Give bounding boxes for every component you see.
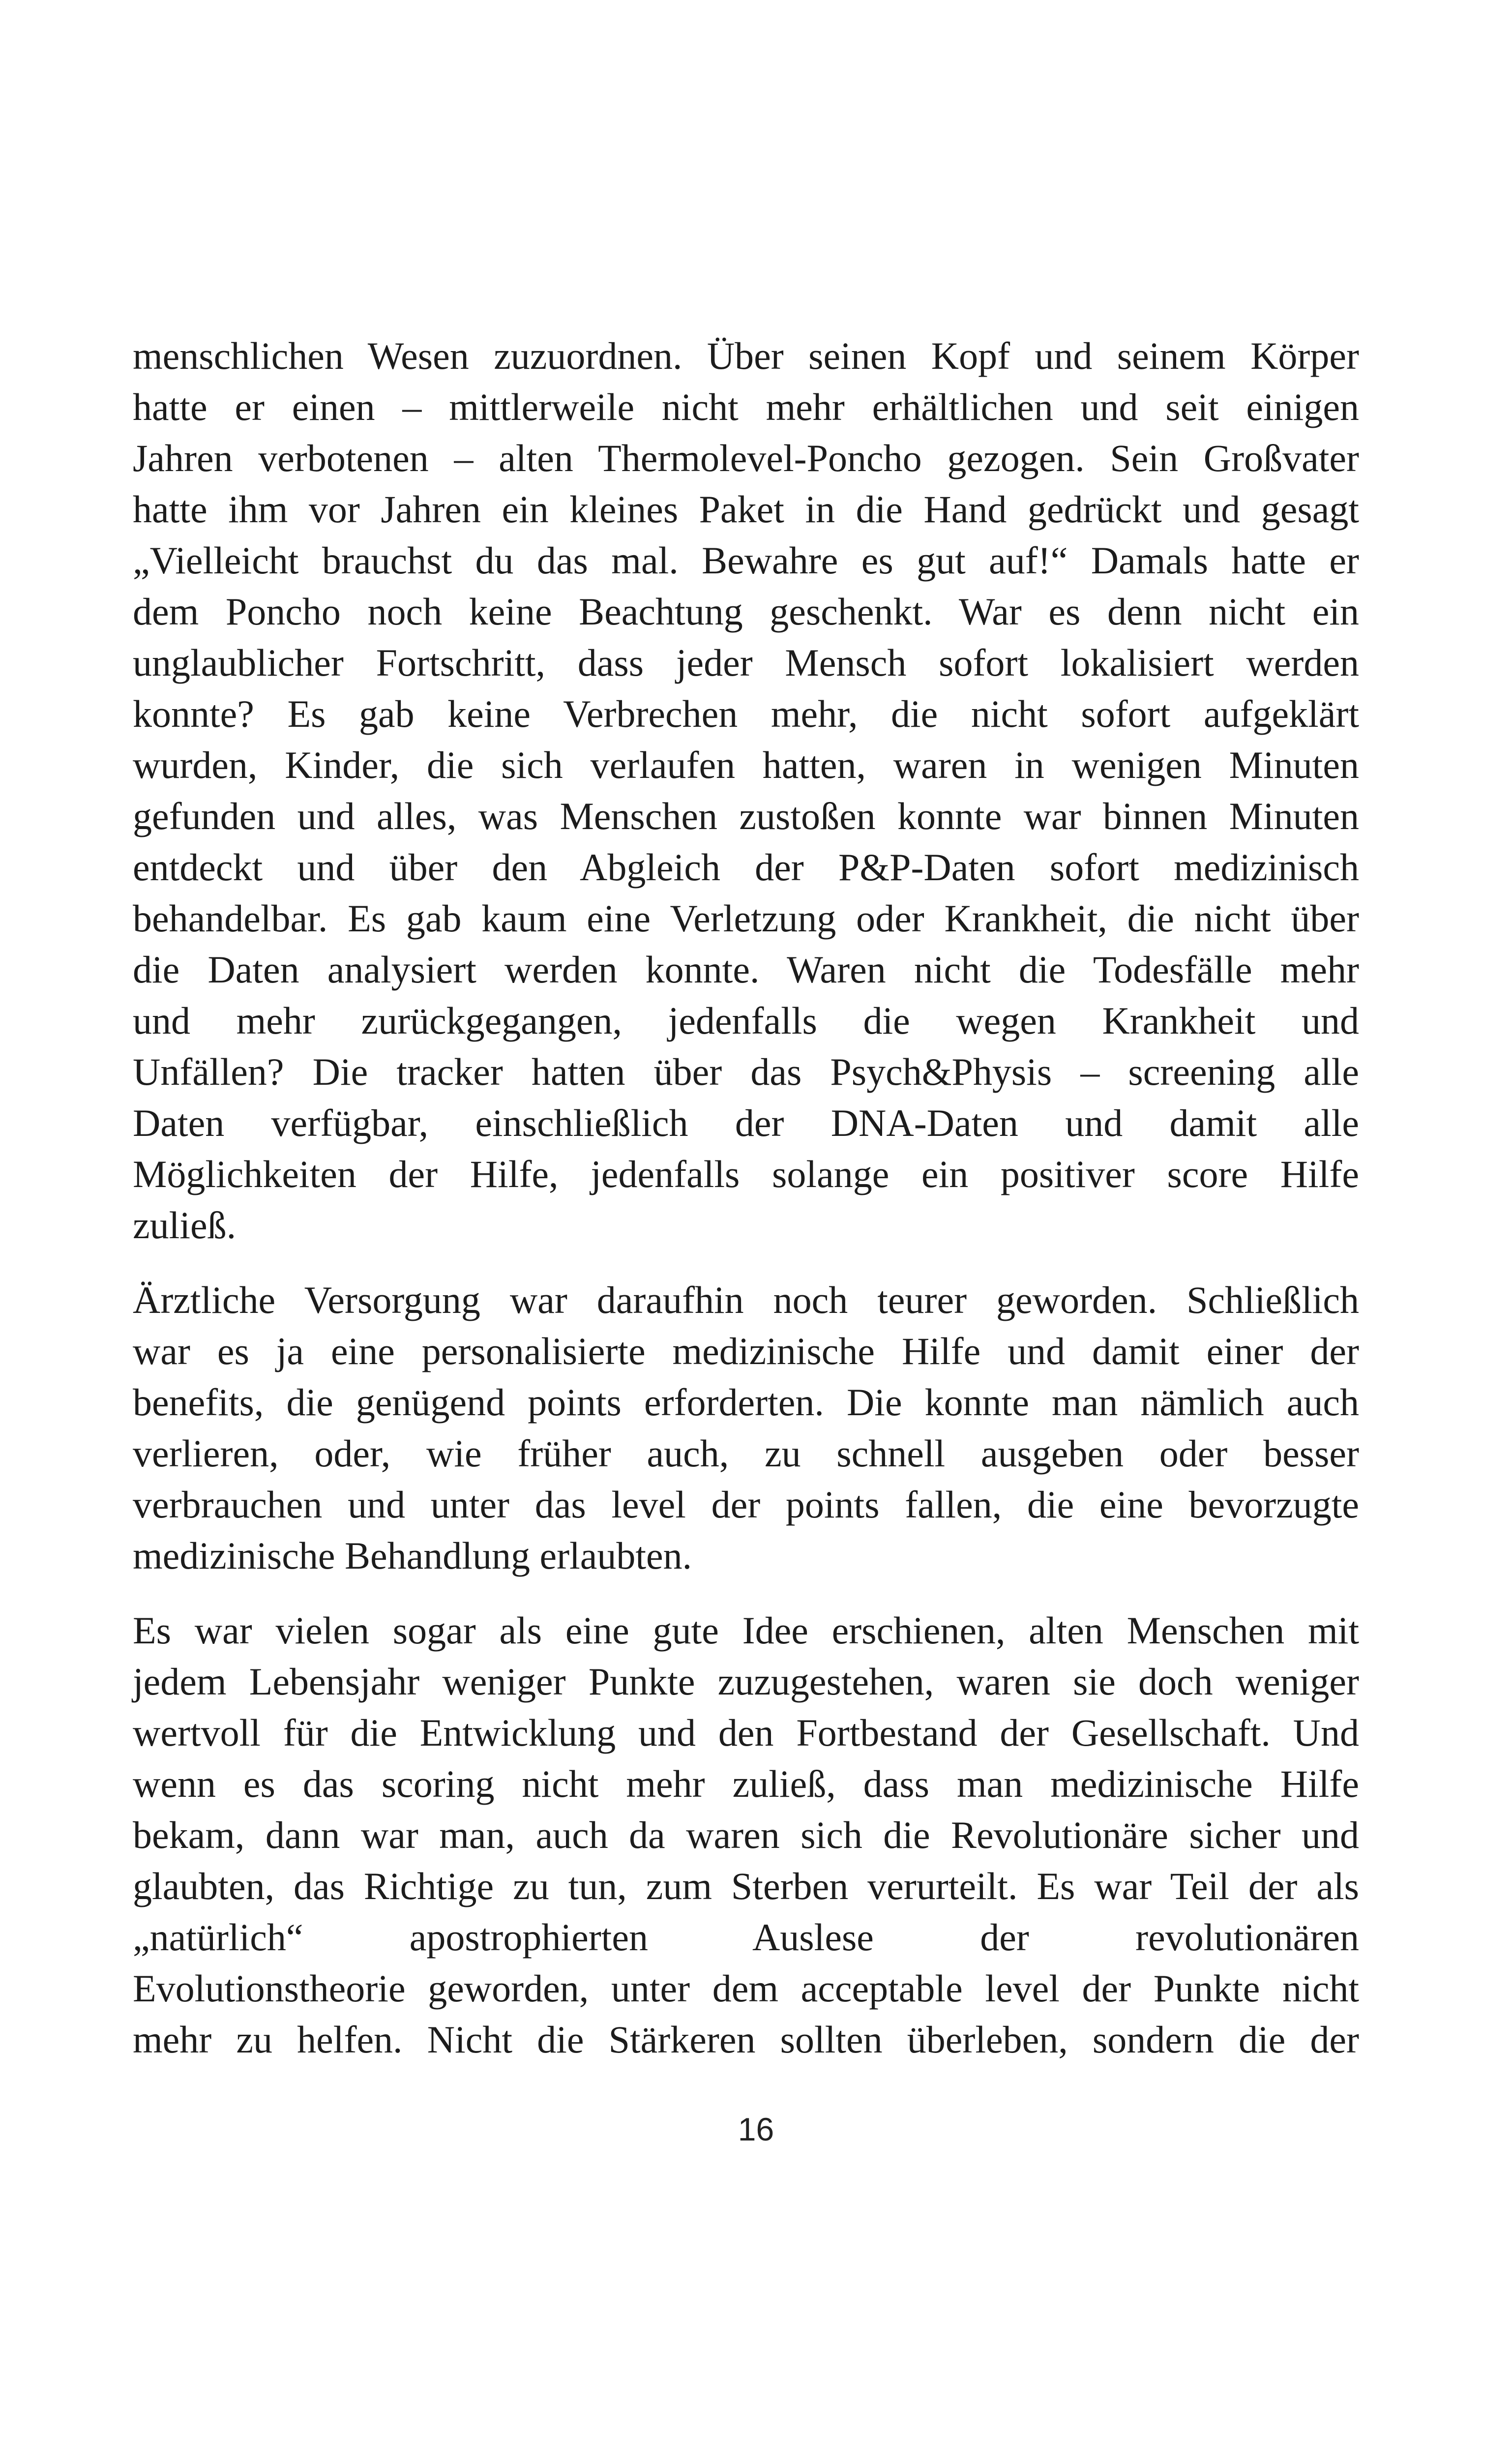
text-line: verbrauchen und unter das level der points fallen, die eine bevorzugte	[133, 1483, 1359, 1526]
text-line: hatte ihm vor Jahren ein kleines Paket in die Hand gedrückt und gesagt	[133, 488, 1359, 531]
paragraph-1	[133, 330, 1359, 1251]
text-line: medizinische Behandlung erlaubten.	[133, 1534, 692, 1577]
text-line: Möglichkeiten der Hilfe, jedenfalls solange ein positiver score Hilfe	[133, 1153, 1359, 1195]
text-line: menschlichen Wesen zuzuordnen. Über seinen Kopf und seinem Körper	[133, 334, 1359, 377]
paragraph-2	[133, 1275, 1359, 1581]
text-line: wenn es das scoring nicht mehr zuließ, dass man medizinische Hilfe	[133, 1762, 1359, 1805]
text-line: Evolutionstheorie geworden, unter dem acceptable level der Punkte nicht	[133, 1967, 1359, 2010]
text-line: wurden, Kinder, die sich verlaufen hatten, waren in wenigen Minuten	[133, 743, 1359, 786]
text-line: entdeckt und über den Abgleich der P&P-Daten sofort medizinisch	[133, 846, 1359, 889]
paragraph-3	[133, 1605, 1359, 2065]
text-line: konnte? Es gab keine Verbrechen mehr, die nicht sofort aufgeklärt	[133, 692, 1359, 735]
text-line: bekam, dann war man, auch da waren sich die Revolutionäre sicher und	[133, 1814, 1359, 1856]
text-line: gefunden und alles, was Menschen zustoßen konnte war binnen Minuten	[133, 795, 1359, 837]
text-line: behandelbar. Es gab kaum eine Verletzung oder Krankheit, die nicht über	[133, 897, 1359, 940]
text-line: verlieren, oder, wie früher auch, zu schnell ausgeben oder besser	[133, 1432, 1359, 1475]
body-text	[133, 330, 1359, 2065]
text-line: glaubten, das Richtige zu tun, zum Sterben verurteilt. Es war Teil der als	[133, 1865, 1359, 1907]
text-line: Es war vielen sogar als eine gute Idee erschienen, alten Menschen mit	[133, 1609, 1359, 1652]
text-line: „natürlich“ apostrophierten Auslese der revolutionären	[133, 1916, 1359, 1959]
text-line: mehr zu helfen. Nicht die Stärkeren sollten überleben, sondern die der	[133, 2018, 1359, 2061]
text-line: hatte er einen – mittlerweile nicht mehr erhältlichen und seit einigen	[133, 386, 1359, 428]
text-line: war es ja eine personalisierte medizinische Hilfe und damit einer der	[133, 1330, 1359, 1372]
text-line: die Daten analysiert werden konnte. Waren nicht die Todesfälle mehr	[133, 948, 1359, 991]
text-line: zuließ.	[133, 1204, 237, 1247]
text-line: Jahren verbotenen – alten Thermolevel-Poncho gezogen. Sein Großvater	[133, 437, 1359, 479]
text-line: unglaublicher Fortschritt, dass jeder Mensch sofort lokalisiert werden	[133, 641, 1359, 684]
text-line: Unfällen? Die tracker hatten über das Psych&Physis – screening alle	[133, 1050, 1359, 1093]
text-line: „Vielleicht brauchst du das mal. Bewahre es gut auf!“ Damals hatte er	[133, 539, 1359, 582]
text-line: benefits, die genügend points erforderten. Die konnte man nämlich auch	[133, 1381, 1359, 1424]
text-line: wertvoll für die Entwicklung und den Fortbestand der Gesellschaft. Und	[133, 1711, 1359, 1754]
page-number: 16	[738, 2111, 774, 2147]
text-line: jedem Lebensjahr weniger Punkte zuzugestehen, waren sie doch weniger	[133, 1660, 1359, 1703]
text-line: Daten verfügbar, einschließlich der DNA-Daten und damit alle	[133, 1101, 1359, 1144]
text-line: und mehr zurückgegangen, jedenfalls die wegen Krankheit und	[133, 999, 1359, 1042]
text-line: dem Poncho noch keine Beachtung geschenkt. War es denn nicht ein	[133, 590, 1359, 633]
text-line: Ärztliche Versorgung war daraufhin noch teurer geworden. Schließlich	[133, 1278, 1359, 1321]
